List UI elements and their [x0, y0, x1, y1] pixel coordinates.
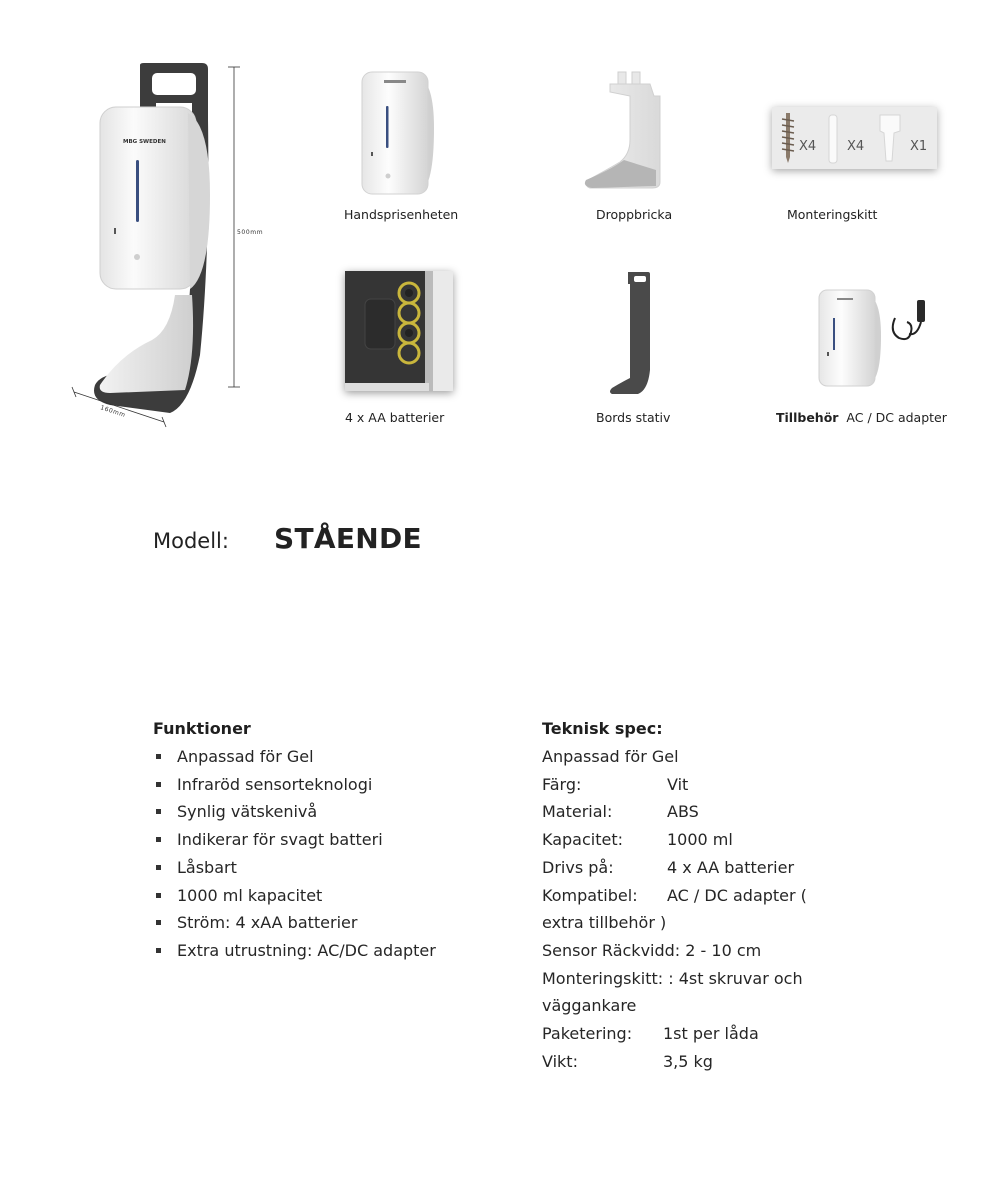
list-item: [153, 937, 436, 965]
spec-row: [542, 854, 852, 882]
table-stand-image: [608, 270, 656, 396]
part-caption-table-stand: Bords stativ: [596, 410, 671, 425]
part-caption-batteries: 4 x AA batterier: [345, 410, 445, 425]
list-item: [153, 743, 436, 771]
spec-title: Teknisk spec:: [542, 719, 663, 738]
bullet-icon: [156, 837, 161, 842]
spec-value: 4 x AA batterier: [667, 857, 795, 877]
kit-screw-qty: X4: [799, 139, 817, 154]
feature-text: Anpassad för Gel: [177, 747, 314, 766]
feature-text: Låsbart: [177, 857, 237, 877]
dim-depth-label: 160mm: [99, 404, 127, 419]
spec-row: [542, 826, 852, 854]
spec-key: Material:: [542, 802, 613, 822]
spec-value: 1st per låda: [663, 1024, 759, 1044]
battery-compartment: [345, 271, 453, 391]
spec-row: [542, 771, 852, 799]
kit-anchor-qty: X4: [847, 139, 865, 154]
batteries-image: [345, 271, 453, 391]
bullet-icon: [156, 809, 161, 814]
dispenser-unit-image: [358, 68, 440, 198]
bullet-icon: [156, 920, 161, 925]
spec-value: Vit: [667, 774, 689, 794]
drip-tray-image: [580, 70, 670, 195]
model-label: Modell:: [153, 529, 229, 553]
spec-row: [542, 1048, 852, 1076]
spec-line: Sensor Räckvidd: 2 - 10 cm: [542, 940, 762, 960]
dim-height-label: 500mm: [237, 229, 264, 236]
bullet-icon: [156, 893, 161, 898]
list-item: [153, 826, 436, 854]
feature-text: Indikerar för svagt batteri: [177, 830, 383, 850]
mounting-kit-items: [772, 107, 937, 169]
spec-key: Färg:: [542, 774, 582, 794]
spec-row: [542, 1020, 852, 1048]
feature-text: Ström: 4 xAA batterier: [177, 913, 358, 933]
bullet-icon: [156, 782, 161, 787]
bullet-icon: [156, 754, 161, 759]
spec-key: Paketering:: [542, 1024, 633, 1044]
feature-text: Infraröd sensorteknologi: [177, 774, 373, 794]
feature-text: Synlig vätskenivå: [177, 802, 318, 822]
accessory-label: AC / DC adapter: [846, 410, 947, 425]
spec-key: Drivs på:: [542, 857, 614, 877]
part-caption-dispenser: Handsprisenheten: [344, 207, 459, 222]
spec-value: 1000 ml: [667, 830, 733, 850]
spec-line: Monteringskitt: : 4st skruvar och väggankare: [542, 968, 803, 1016]
mounting-kit-image: [772, 107, 937, 169]
spec-value: ABS: [667, 802, 699, 822]
part-caption-mounting-kit: Monteringskitt: [787, 207, 878, 222]
feature-text: 1000 ml kapacitet: [177, 885, 323, 905]
part-caption-drip-tray: Droppbricka: [596, 207, 673, 222]
list-item: [153, 854, 436, 882]
list-item: [153, 798, 436, 826]
adapter-image: [817, 288, 932, 388]
bullet-icon: [156, 948, 161, 953]
spec-key: Vikt:: [542, 1051, 578, 1071]
part-caption-accessory: [776, 410, 947, 425]
list-item: [153, 882, 436, 910]
feature-text: Extra utrustning: AC/DC adapter: [177, 940, 436, 960]
spec-block: [542, 743, 852, 1075]
spec-row: [542, 798, 852, 826]
brand-text: MBG SWEDEN: [123, 139, 166, 145]
bullet-icon: [156, 865, 161, 870]
spec-key: Kompatibel:: [542, 885, 638, 905]
spec-line: Anpassad för Gel: [542, 747, 679, 766]
features-list: [153, 743, 436, 965]
kit-key-qty: X1: [910, 139, 928, 154]
list-item: [153, 771, 436, 799]
spec-key: Kapacitet:: [542, 830, 623, 850]
model-value: STÅENDE: [274, 522, 422, 555]
accessory-label-bold: Tillbehör: [776, 410, 839, 425]
features-title: Funktioner: [153, 719, 251, 738]
standing-dispenser-image: [60, 55, 280, 435]
spec-value: 3,5 kg: [663, 1051, 713, 1071]
list-item: [153, 909, 436, 937]
spec-row: [542, 882, 852, 937]
spec-value: AC / DC adapter ( extra tillbehör ): [542, 885, 807, 933]
